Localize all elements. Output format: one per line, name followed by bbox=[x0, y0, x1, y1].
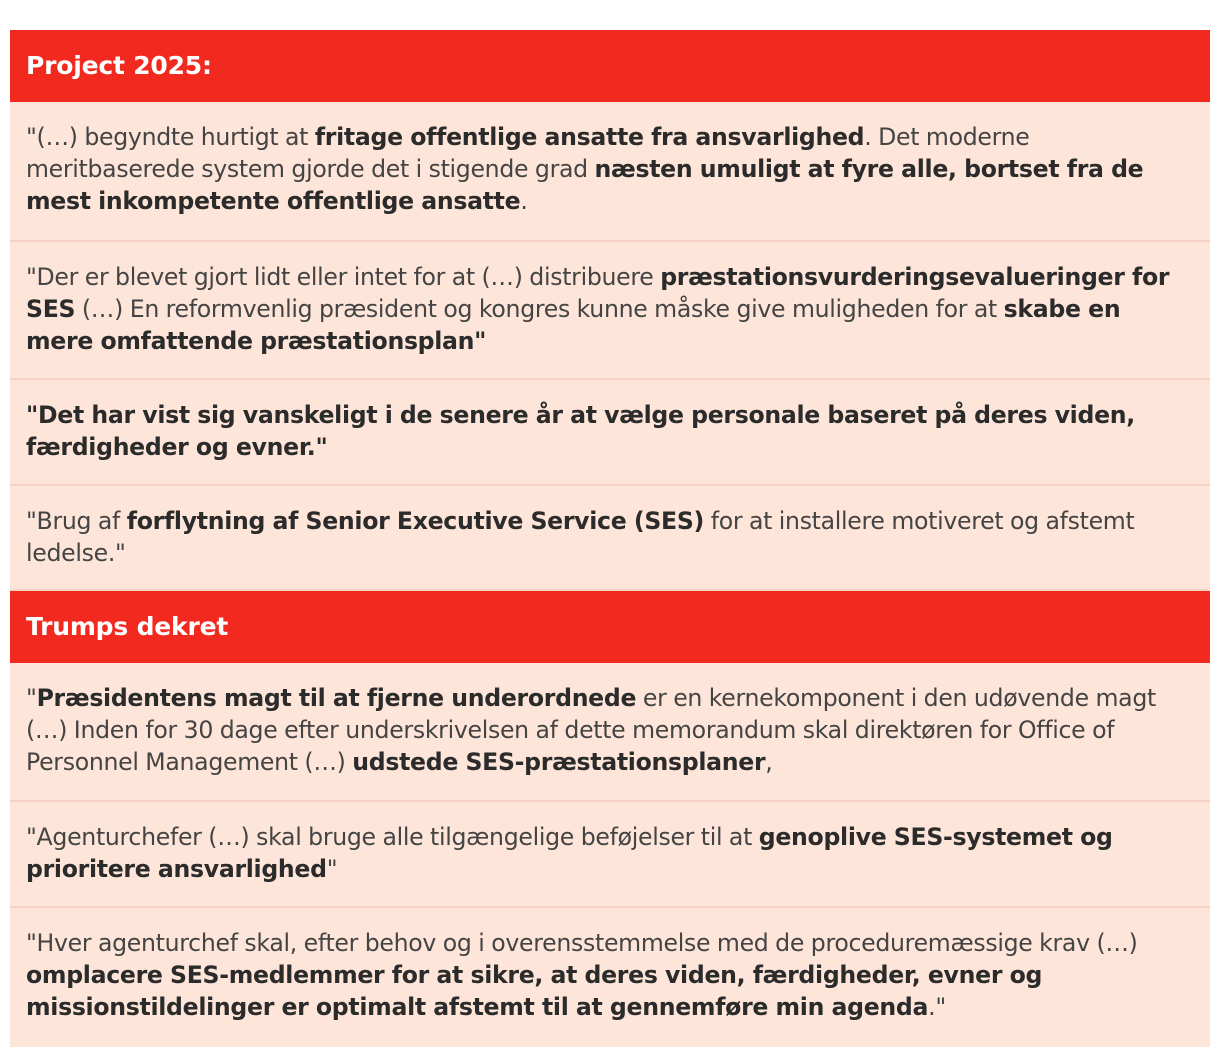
quote-row bbox=[10, 802, 1210, 908]
quote-text: ." bbox=[928, 993, 946, 1021]
quote-text-bold: udstede SES-præstationsplaner bbox=[352, 748, 766, 776]
quote-text-bold: fritage offentlige ansatte fra ansvarlighed bbox=[314, 123, 865, 151]
quote-text-bold: Præsidentens magt til at fjerne underordnede bbox=[36, 684, 637, 712]
quote-text-bold: forflytning af Senior Executive Service (SES) bbox=[126, 507, 705, 535]
quote-text-bold: næsten umuligt at fyre alle, bortset fra de mest inkompetente offentlige ansatte bbox=[26, 155, 1144, 215]
comparison-table bbox=[10, 30, 1210, 1047]
quote-text: for at installere motiveret og afstemt ledelse." bbox=[26, 507, 1135, 567]
section-header-project-2025: Project 2025: bbox=[10, 30, 1210, 102]
quote-row bbox=[10, 242, 1210, 380]
section-header-trumps-dekret: Trumps dekret bbox=[10, 591, 1210, 663]
quote-text: er en kernekomponent i den udøvende magt (…) Inden for 30 dage efter underskrivelsen af dette memorandum skal direktøren for Office of Personnel Management (…) bbox=[26, 684, 1156, 776]
quote-text: "Der er blevet gjort lidt eller intet for at (…) distribuere bbox=[26, 263, 661, 291]
quote-text: " bbox=[326, 855, 338, 883]
quote-text-bold: genoplive SES-systemet og prioritere ansvarlighed bbox=[26, 823, 1113, 883]
quote-text: " bbox=[26, 684, 37, 712]
quote-text-bold: skabe en mere omfattende præstationsplan" bbox=[26, 295, 1121, 355]
quote-row bbox=[10, 486, 1210, 591]
quote-text: "Hver agenturchef skal, efter behov og i overensstemmelse med de proceduremæssige krav (…) bbox=[26, 929, 1138, 957]
quote-text: (…) En reformvenlig præsident og kongres kunne måske give muligheden for at bbox=[75, 295, 1004, 323]
quote-text: "Agenturchefer (…) skal bruge alle tilgængelige beføjelser til at bbox=[26, 823, 759, 851]
quote-text: "(…) begyndte hurtigt at bbox=[26, 123, 315, 151]
quote-text: "Brug af bbox=[26, 507, 127, 535]
quote-text: . Det moderne meritbaserede system gjorde det i stigende grad bbox=[26, 123, 1030, 183]
quote-text: . bbox=[520, 187, 528, 215]
quote-text-bold: præstationsvurderingsevalueringer for SES bbox=[26, 263, 1170, 323]
quote-text-bold: omplacere SES-medlemmer for at sikre, at deres viden, færdigheder, evner og missionstildelinger er optimalt afstemt til at gennemføre min agenda bbox=[26, 961, 1043, 1021]
quote-row bbox=[10, 102, 1210, 242]
quote-row bbox=[10, 908, 1210, 1047]
quote-row bbox=[10, 380, 1210, 486]
quote-text-bold: "Det har vist sig vanskeligt i de senere år at vælge personale baseret på deres viden, færdigheder og evner." bbox=[26, 401, 1135, 461]
quote-row bbox=[10, 663, 1210, 802]
quote-text: , bbox=[765, 748, 773, 776]
